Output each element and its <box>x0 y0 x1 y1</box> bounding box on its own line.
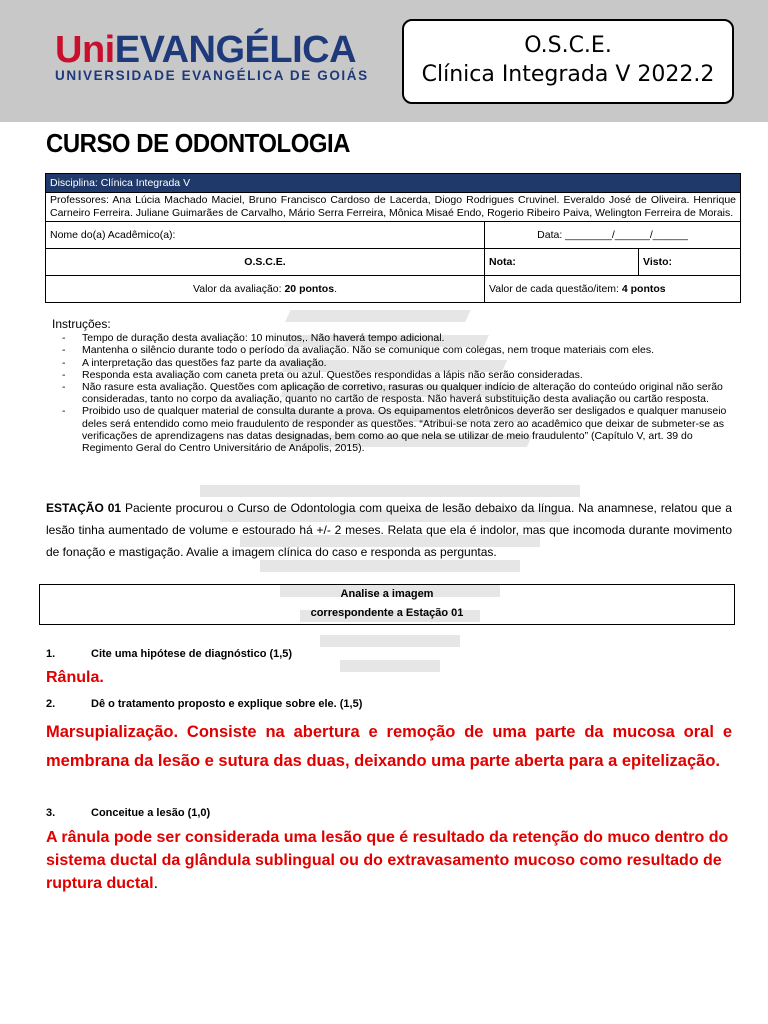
question-number: 3. <box>46 807 56 819</box>
station-label: ESTAÇÃO 01 <box>46 501 122 515</box>
logo-subtitle: UNIVERSIDADE EVANGÉLICA DE GOIÁS <box>55 68 369 83</box>
exam-info-table <box>45 173 741 303</box>
answer-2: Marsupialização. Consiste na abertura e remoção de uma parte da mucosa oral e membrana da lesão e sutura das duas, deixando uma parte aberta para a epitelização. <box>46 723 732 770</box>
header-band <box>0 0 768 122</box>
instructions-title: Instruções: <box>52 317 111 331</box>
question-number: 2. <box>46 698 56 710</box>
question-text: Dê o tratamento proposto e explique sobre ele. (1,5) <box>91 698 363 710</box>
list-item: - Não rasure esta avaliação. Questões com aplicação de corretivo, rasuras ou qualquer indício de alteração do conteúdo original não serão consideradas, tanto no corpo da avaliação, quanto no cartão de resposta. Não haverá substituição desta avaliação ou cartão resposta. <box>52 381 737 405</box>
analyze-box-line2: correspondente a Estação 01 <box>310 607 464 619</box>
seen-field[interactable]: Visto: <box>639 249 741 276</box>
course-title: CURSO DE ODONTOLOGIA <box>46 128 351 158</box>
exam-title-line2: Clínica Integrada V 2022.2 <box>421 62 715 87</box>
instructions <box>52 318 737 454</box>
question-text: Conceitue a lesão (1,0) <box>91 807 211 819</box>
exam-title-box <box>402 19 734 104</box>
question-value-points: 4 pontos <box>621 283 666 295</box>
evaluation-value <box>46 276 485 303</box>
question-number: 1. <box>46 648 56 660</box>
professors-list: Professores: Ana Lúcia Machado Maciel, Bruno Francisco Cardoso de Lacerda, Diogo Rodrigues Cruvinel. Everaldo José de Oliveira. Henrique Carneiro Ferreira. Juliane Guimarães de Carvalho, Mário Serra Ferreira, Mônica Misaé Endo, Rogerio Ribeiro Paiva, Welington Ferreira de Morais. <box>46 193 741 222</box>
list-item: - Proibido uso de qualquer material de consulta durante a prova. Os equipamentos eletrônicos deverão ser desligados e qualquer manuseio deles será entendido como meio fraudulento de responder as questões. “Atribui-se nota zero ao acadêmico que deixar de submeter-se as verificações de aprendizagens nas datas designadas, bem como ao que nela se utilizar de meio fraudulento” (Capítulo V, art. 39 do Regimento Geral do Centro Universitário de Anápolis, 2015). <box>52 405 737 454</box>
discipline-bar: Disciplina: Clínica Integrada V <box>46 174 741 193</box>
question-value <box>485 276 741 303</box>
instructions-list <box>52 332 737 454</box>
answer-3-text: A rânula pode ser considerada uma lesão que é resultado da retenção do muco dentro do sistema ductal da glândula sublingual ou do extravasamento mucoso como resultado de ruptura ductal <box>46 829 729 892</box>
grade-field[interactable]: Nota: <box>485 249 639 276</box>
list-item: - A interpretação das questões faz parte da avaliação. <box>52 357 737 369</box>
answer-3 <box>46 826 732 895</box>
station-description <box>46 497 732 563</box>
question-text: Cite uma hipótese de diagnóstico (1,5) <box>91 648 293 660</box>
list-item: - Responda esta avaliação com caneta preta ou azul. Questões respondidas a lápis não serão consideradas. <box>52 369 737 381</box>
university-logo <box>55 30 369 83</box>
date-field[interactable]: Data: ________/______/______ <box>485 222 741 249</box>
evaluation-value-suffix: . <box>334 283 337 295</box>
student-name-field[interactable]: Nome do(a) Acadêmico(a): <box>46 222 485 249</box>
analyze-box-line1: Analise a imagem <box>340 588 434 600</box>
osce-label: O.S.C.E. <box>46 249 485 276</box>
question-value-label: Valor de cada questão/item: <box>489 283 622 295</box>
list-item: - Tempo de duração desta avaliação: 10 minutos,. Não haverá tempo adicional. <box>52 332 737 344</box>
answer-1: Rânula. <box>46 669 104 686</box>
evaluation-value-label: Valor da avaliação: <box>193 283 285 295</box>
question-1 <box>46 648 292 660</box>
logo-evangelica-text: EVANGÉLICA <box>114 29 357 71</box>
station-text: Paciente procurou o Curso de Odontologia com queixa de lesão debaixo da língua. Na anamnese, relatou que a lesão tinha aumentado de volume e estourado há +/- 2 meses. Relata que ela é indolor, mas que incomoda durante movimento de fonação e mastigação. Avalie a imagem clínica do caso e responda as perguntas. <box>46 501 732 559</box>
answer-3-period: . <box>153 875 159 892</box>
question-3 <box>46 807 210 819</box>
evaluation-value-points: 20 pontos <box>284 283 335 295</box>
question-2 <box>46 698 362 710</box>
analyze-image-box <box>39 584 735 625</box>
logo-uni-text: Uni <box>55 29 115 71</box>
list-item: - Mantenha o silêncio durante todo o período da avaliação. Não se comunique com colegas, nem troque materiais com eles. <box>52 344 737 356</box>
exam-title-line1: O.S.C.E. <box>524 33 612 58</box>
